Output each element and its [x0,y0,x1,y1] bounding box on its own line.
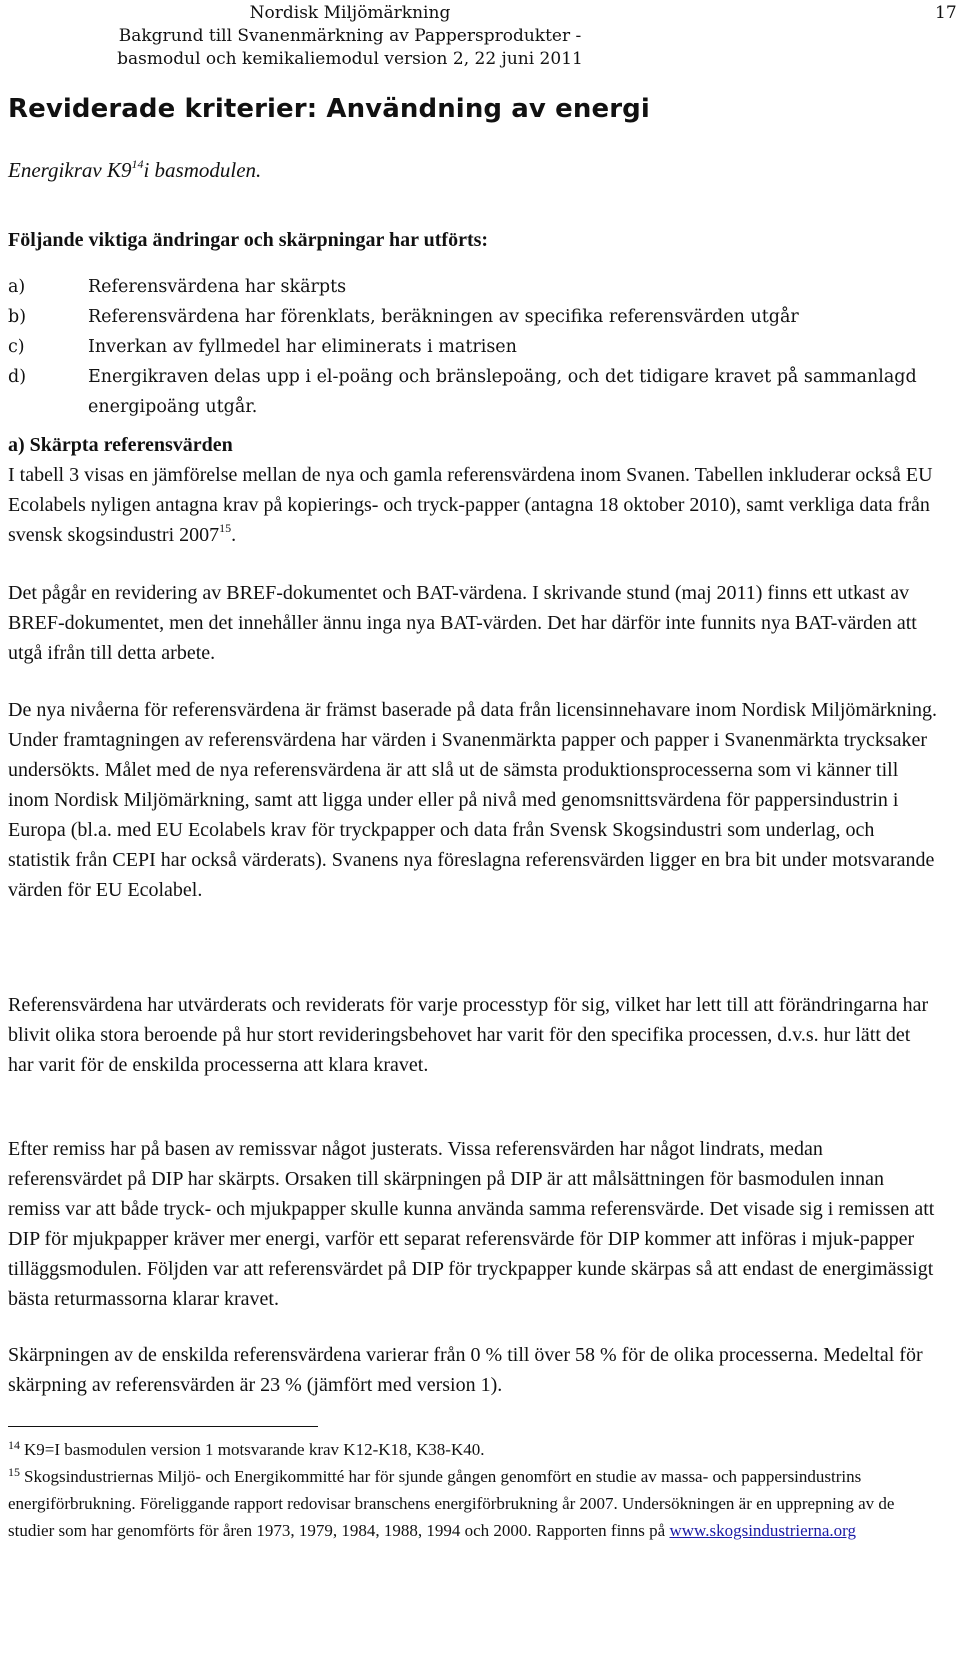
page-title: Reviderade kriterier: Användning av energi [8,94,650,124]
list-item-text: Energikraven delas upp i el-poäng och bränslepoäng, och det tidigare kravet på sammanlagd energipoäng utgår. [88,367,917,417]
list-item [8,272,938,302]
footnote-number: 14 [8,1438,20,1452]
subtitle-text-end: i basmodulen. [143,158,262,182]
paragraph-bref: Det pågår en revidering av BREF-dokumentet och BAT-värdena. I skrivande stund (maj 2011) finns ett utkast av BREF-dokumentet, men det innehåller ännu inga nya BAT-värden. Det har därför inte funnits nya BAT-värden att utgå ifrån till detta arbete. [8,582,917,664]
subtitle [8,157,261,183]
footnote-number: 15 [8,1465,20,1479]
paragraph-tightening: Skärpningen av de enskilda referensvärdena varierar från 0 % till över 58 % för de olika processerna. Medeltal för skärpning av referensvärden är 23 % (jämfört med version 1). [8,1344,923,1396]
list-item-text: Referensvärdena har skärpts [88,277,347,297]
page-number: 17 [935,3,957,23]
footnote-divider [8,1426,318,1427]
paragraph-text: I tabell 3 visas en jämförelse mellan de nya och gamla referensvärdena inom Svanen. Tabellen inkluderar också EU Ecolabels nyligen antagna krav på kopierings- och tryck-papper (antagna 18 oktober 2010), samt verkliga data från svensk skogsindustri 2007 [8,464,933,546]
list-item [8,302,938,332]
paragraph-after-review: Efter remiss har på basen av remissvar något justerats. Vissa referensvärden har något lindrats, medan referensvärdet på DIP har skärpts. Orsaken till skärpningen på DIP är att målsättningen för basmodulen innan remiss var att både tryck- och mjukpapper skulle kunna använda samma referensvärde. Det visade sig i remissen att DIP för mjukpapper kräver mer energi, varför ett separat referensvärde för DIP kommer att införas i mjuk-papper tilläggsmodulen. Följden var att referensvärdet på DIP för tryckpapper kunde skärpas så att endast de energimässigt bästa returmassorna klarar kravet. [8,1138,935,1310]
footnote-15 [8,1463,943,1544]
footnote-ref-15: 15 [219,521,232,535]
list-item [8,362,938,422]
list-marker: b) [8,307,27,327]
list-marker: c) [8,337,25,357]
footnote-text: K9=I basmodulen version 1 motsvarande krav K12-K18, K38-K40. [24,1440,485,1459]
footnote-link[interactable]: www.skogsindustrierna.org [669,1521,856,1540]
footnote-14 [8,1436,943,1463]
header-org: Nordisk Miljömärkning [249,3,451,23]
list-marker: d) [8,367,27,387]
footnote-ref-14: 14 [131,157,144,171]
changes-list [8,272,938,422]
header-doc-version: basmodul och kemikaliemodul version 2, 22 juni 2011 [117,49,583,69]
paragraph-new-levels: De nya nivåerna för referensvärdena är främst baserade på data från licensinnehavare inom Nordisk Miljömärkning. Under framtagningen av referensvärdena har värden i Svanenmärkta papper och papper i Svanenmärkta trycksaker undersökts. Målet med de nya referensvärdena är att slå ut de sämsta produktionsprocesserna som vi känner till inom Nordisk Miljömärkning, samt att ligga under eller på nivå med genomsnittsvärdena för pappersindustrin i Europa (bl.a. med EU Ecolabels krav för tryckpapper och data från Svensk Skogsindustri som underlag, och statistik från CEPI har också värderats). Svanens nya föreslagna referensvärden ligger en bra bit under motsvarande värden för EU Ecolabel. [8,699,938,901]
list-item [8,332,938,362]
paragraph-end: . [231,524,237,546]
subtitle-text: Energikrav K9 [8,158,132,182]
changes-intro: Följande viktiga ändringar och skärpningar har utförts: [8,229,489,251]
footnote-text: Skogsindustriernas Miljö- och Energikommitté har för sjunde gången genomfört en studie av massa- och pappersindustrins energiförbrukning. Föreliggande rapport redovisar branschens energiförbrukning år 2007. Undersökningen är en upprepning av de studier som har genomförts för åren 1973, 1979, 1984, 1988, 1994 och 2000. Rapporten finns på [8,1467,895,1540]
list-marker: a) [8,277,26,297]
paragraph-table-comparison [8,460,938,550]
list-item-text: Inverkan av fyllmedel har eliminerats i matrisen [88,337,517,357]
paragraph-evaluation: Referensvärdena har utvärderats och reviderats för varje processtyp för sig, vilket har lett till att förändringarna har blivit olika stora beroende på hur stort revideringsbehovet har varit för den specifika processen, d.v.s. hur lätt det har varit för de enskilda processerna att klara kravet. [8,994,929,1076]
header-doc-title: Bakgrund till Svanenmärkning av Pappersprodukter - [118,26,582,46]
list-item-text: Referensvärdena har förenklats, beräkningen av specifika referensvärden utgår [88,307,799,327]
section-heading: a) Skärpta referensvärden [8,434,233,456]
